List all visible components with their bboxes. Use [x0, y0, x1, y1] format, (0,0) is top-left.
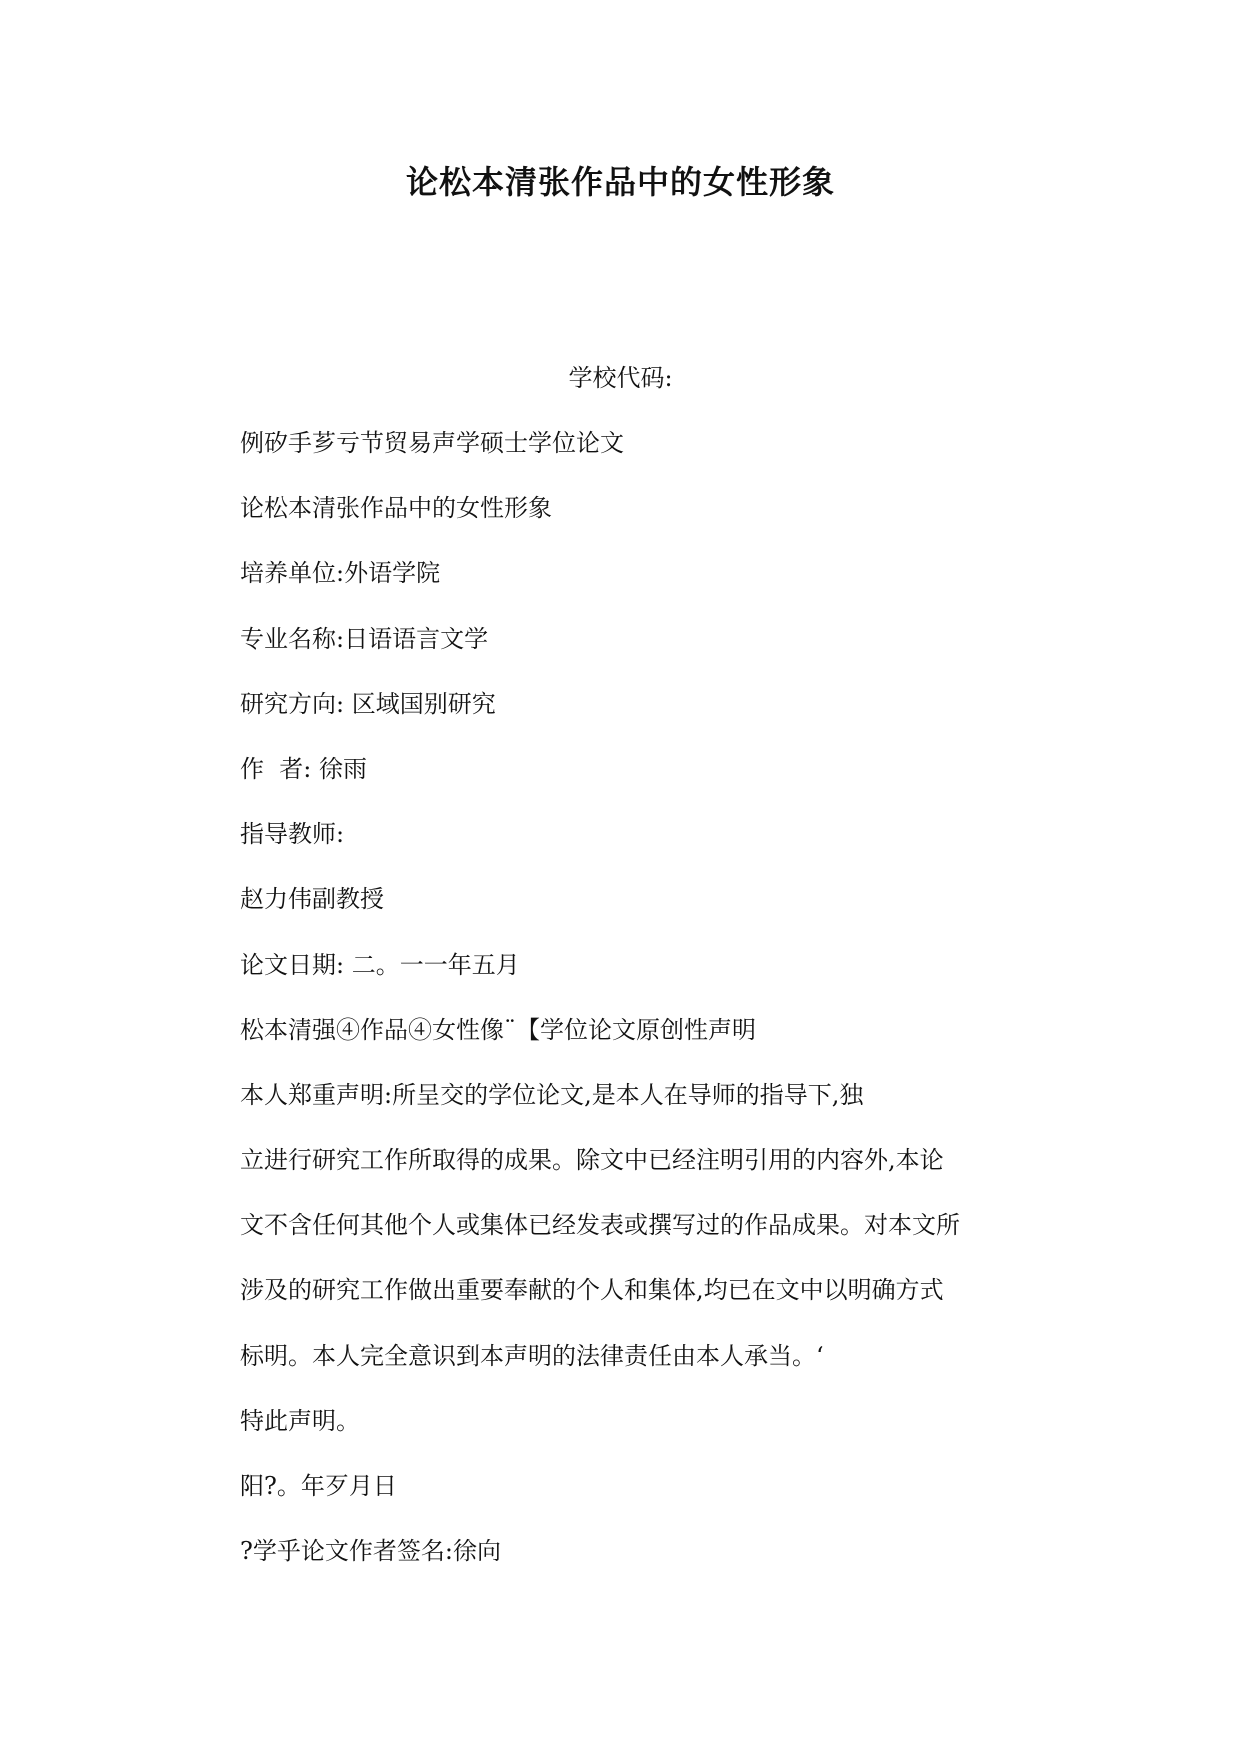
text-line: ?学乎论文作者签名:徐向 — [240, 1537, 501, 1566]
text-line: 本人郑重声明:所呈交的学位论文,是本人在导师的指导下,独 — [240, 1080, 864, 1109]
text-line: 特此声明。 — [240, 1406, 360, 1435]
text-line: 标明。本人完全意识到本声明的法律责任由本人承当。‘ — [240, 1341, 824, 1370]
text-line: 作 者: 徐雨 — [240, 754, 367, 783]
text-line: 涉及的研究工作做出重要奉献的个人和集体,均已在文中以明确方式 — [240, 1276, 944, 1305]
text-line: 阳?。年歹月日 — [240, 1472, 397, 1500]
text-line: 论松本清张作品中的女性形象 — [240, 494, 552, 523]
school-code-label: 学校代码: — [568, 364, 673, 392]
body-text — [240, 426, 1020, 1599]
text-line: 松本清强④作品④女性像¨【学位论文原创性声明 — [240, 1015, 756, 1044]
text-line: 专业名称:日语语言文学 — [240, 624, 489, 653]
text-line: 研究方向: 区域国别研究 — [240, 689, 496, 718]
document-title: 论松本清张作品中的女性形象 — [405, 163, 835, 201]
text-line: 培养单位:外语学院 — [240, 559, 441, 588]
text-line: 论文日期: 二。一一年五月 — [240, 950, 520, 979]
text-line: 立进行研究工作所取得的成果。除文中已经注明引用的内容外,本论 — [240, 1146, 944, 1175]
text-line: 指导教师: — [240, 820, 345, 849]
text-line: 例矽手芗亏节贸易声学硕士学位论文 — [240, 429, 624, 457]
text-line: 赵力伟副教授 — [240, 885, 384, 914]
text-line: 文不含任何其他个人或集体已经发表或撰写过的作品成果。对本文所 — [240, 1211, 960, 1240]
